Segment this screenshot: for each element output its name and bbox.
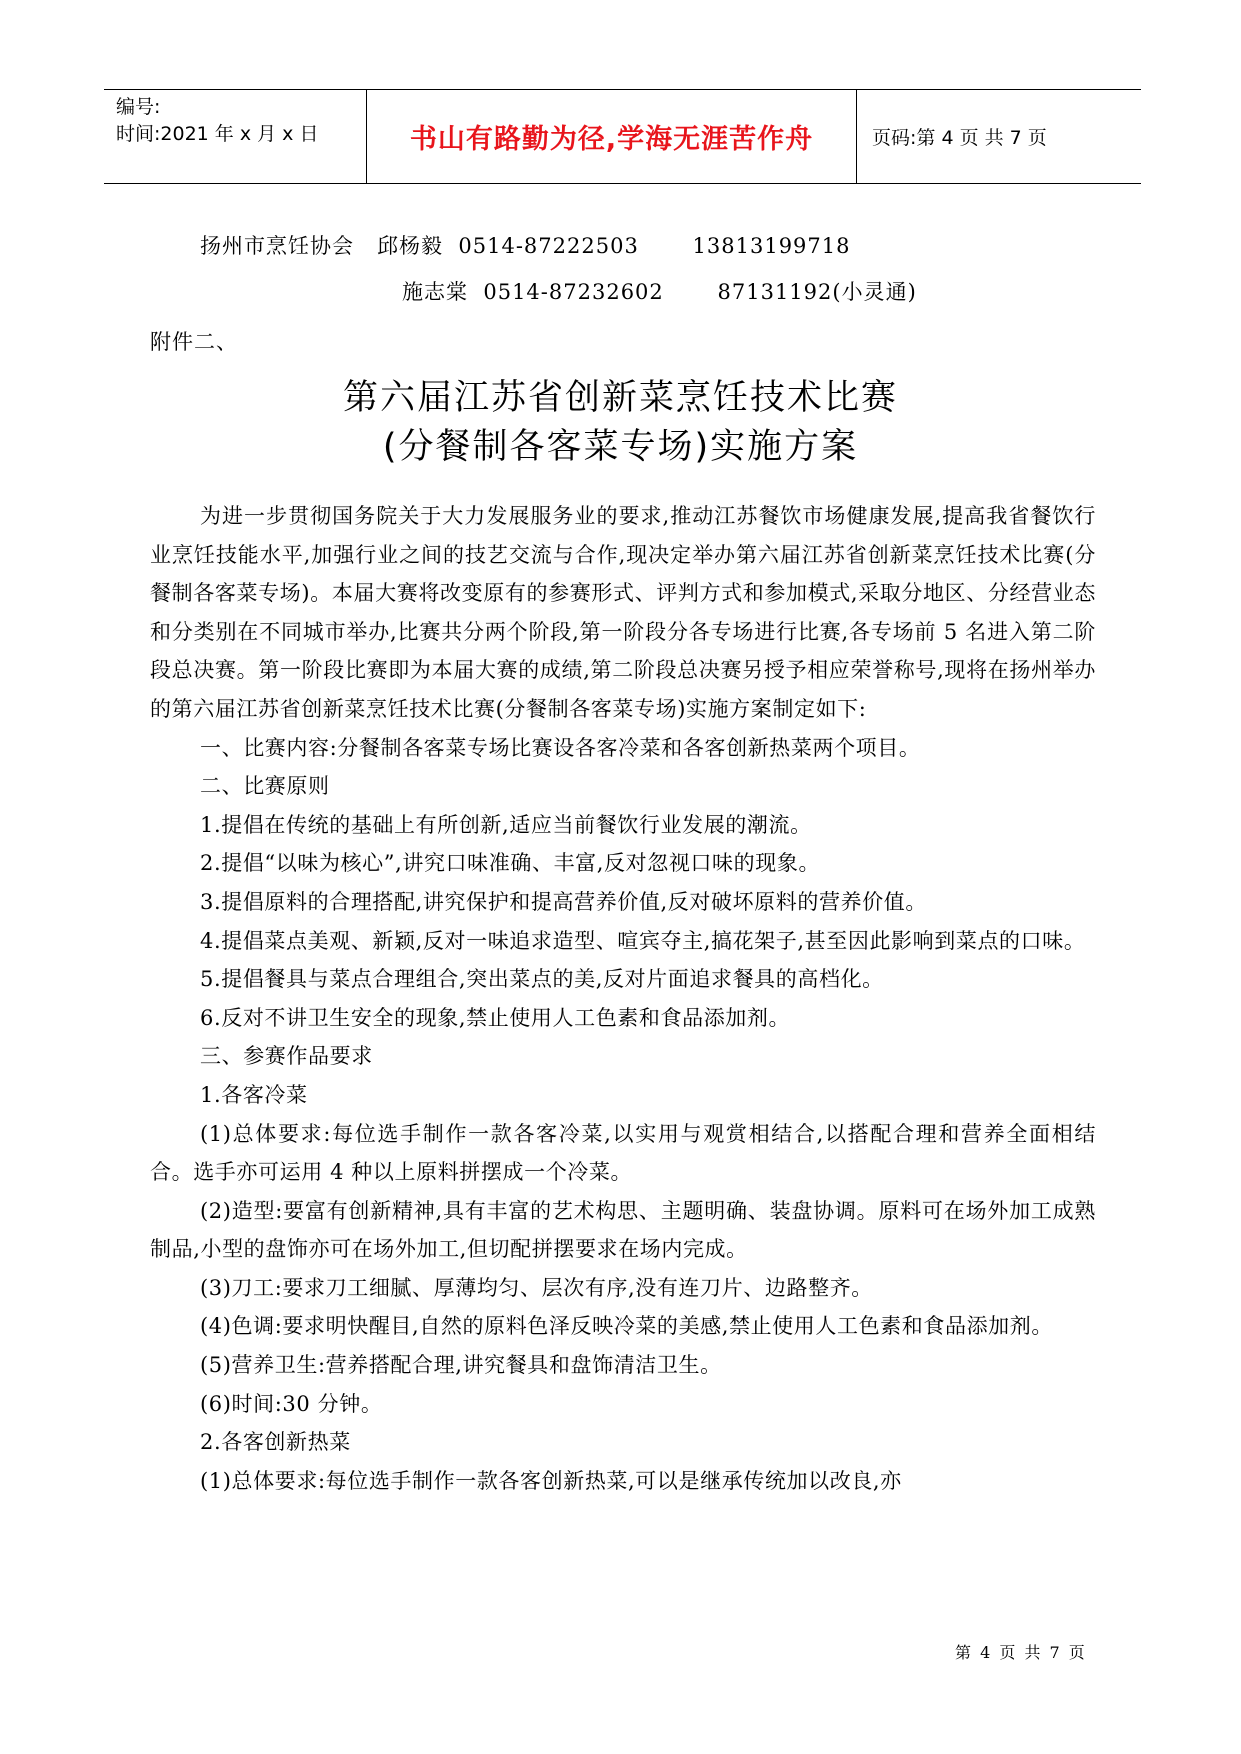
paragraph: 一、比赛内容:分餐制各客菜专场比赛设各客冷菜和各客创新热菜两个项目。: [200, 735, 921, 760]
document-subtitle: (分餐制各客菜专场)实施方案: [382, 427, 859, 467]
number-label: 编号:: [116, 96, 161, 118]
paragraph: 6.反对不讲卫生安全的现象,禁止使用人工色素和食品添加剂。: [200, 1005, 791, 1030]
time-label: 时间:2021 年 x 月 x 日: [116, 123, 319, 145]
paragraph: 为进一步贯彻国务院关于大力发展服务业的要求,推动江苏餐饮市场健康发展,提高我省餐饮行业烹饪技能水平,加强行业之间的技艺交流与合作,现决定举办第六届江苏省创新菜烹饪技术比赛(分餐制各客菜专场)。本届大赛将改变原有的参赛形式、评判方式和参加模式,采取分地区、分经营业态和分类别在不同城市举办,比赛共分两个阶段,第一阶段分各专场进行比赛,各专场前 5 名进入第二阶段总决赛。第一阶段比赛即为本届大赛的成绩,第二阶段总决赛另授予相应荣誉称号,现将在扬州举办的第六届江苏省创新菜烹饪技术比赛(分餐制各客菜专场)实施方案制定如下:: [150, 504, 1096, 721]
paragraph: (1)总体要求:每位选手制作一款各客冷菜,以实用与观赏相结合,以搭配合理和营养全面相结合。选手亦可运用 4 种以上原料拼摆成一个冷菜。: [150, 1121, 1096, 1185]
paragraph: 4.提倡菜点美观、新颖,反对一味追求造型、喧宾夺主,搞花架子,甚至因此影响到菜点的口味。: [200, 928, 1086, 953]
paragraph: (3)刀工:要求刀工细腻、厚薄均匀、层次有序,没有连刀片、边路整齐。: [200, 1275, 873, 1300]
header-left: [116, 94, 318, 148]
paragraph: 3.提倡原料的合理搭配,讲究保护和提高营养价值,反对破坏原料的营养价值。: [200, 889, 927, 914]
document-header: [104, 89, 1141, 184]
paragraph: 5.提倡餐具与菜点合理组合,突出菜点的美,反对片面追求餐具的高档化。: [200, 967, 884, 992]
document-body: [150, 497, 1096, 1500]
paragraph: (1)总体要求:每位选手制作一款各客创新热菜,可以是继承传统加以改良,亦: [200, 1468, 902, 1493]
paragraph: (4)色调:要求明快醒目,自然的原料色泽反映冷菜的美感,禁止使用人工色素和食品添加剂。: [200, 1314, 1053, 1339]
paragraph: (2)造型:要富有创新精神,具有丰富的艺术构思、主题明确、装盘协调。原料可在场外加工成熟制品,小型的盘饰亦可在场外加工,但切配拼摆要求在场内完成。: [150, 1198, 1096, 1262]
attachment-label: 附件二、: [150, 330, 238, 354]
header-page-info: 页码:第 4 页 共 7 页: [872, 127, 1047, 149]
paragraph: 2.各客创新热菜: [200, 1430, 351, 1455]
contact-line: 扬州市烹饪协会 邱杨毅 0514-87222503 13813199718: [200, 234, 851, 258]
paragraph: 2.提倡“以味为核心”,讲究口味准确、丰富,反对忽视口味的现象。: [200, 851, 821, 876]
paragraph: 二、比赛原则: [200, 774, 330, 799]
paragraph: 1.各客冷菜: [200, 1082, 308, 1107]
contact-line: 施志棠 0514-87232602 87131192(小灵通): [402, 280, 917, 304]
header-motto: 书山有路勤为径,学海无涯苦作舟: [409, 124, 814, 155]
page-footer: 第 4 页 共 7 页: [955, 1643, 1087, 1662]
header-divider: [856, 90, 857, 183]
paragraph: 三、参赛作品要求: [200, 1044, 373, 1069]
paragraph: (5)营养卫生:营养搭配合理,讲究餐具和盘饰清洁卫生。: [200, 1353, 722, 1378]
paragraph: 1.提倡在传统的基础上有所创新,适应当前餐饮行业发展的潮流。: [200, 812, 812, 837]
document-title: 第六届江苏省创新菜烹饪技术比赛: [342, 378, 898, 418]
paragraph: (6)时间:30 分钟。: [200, 1391, 383, 1416]
